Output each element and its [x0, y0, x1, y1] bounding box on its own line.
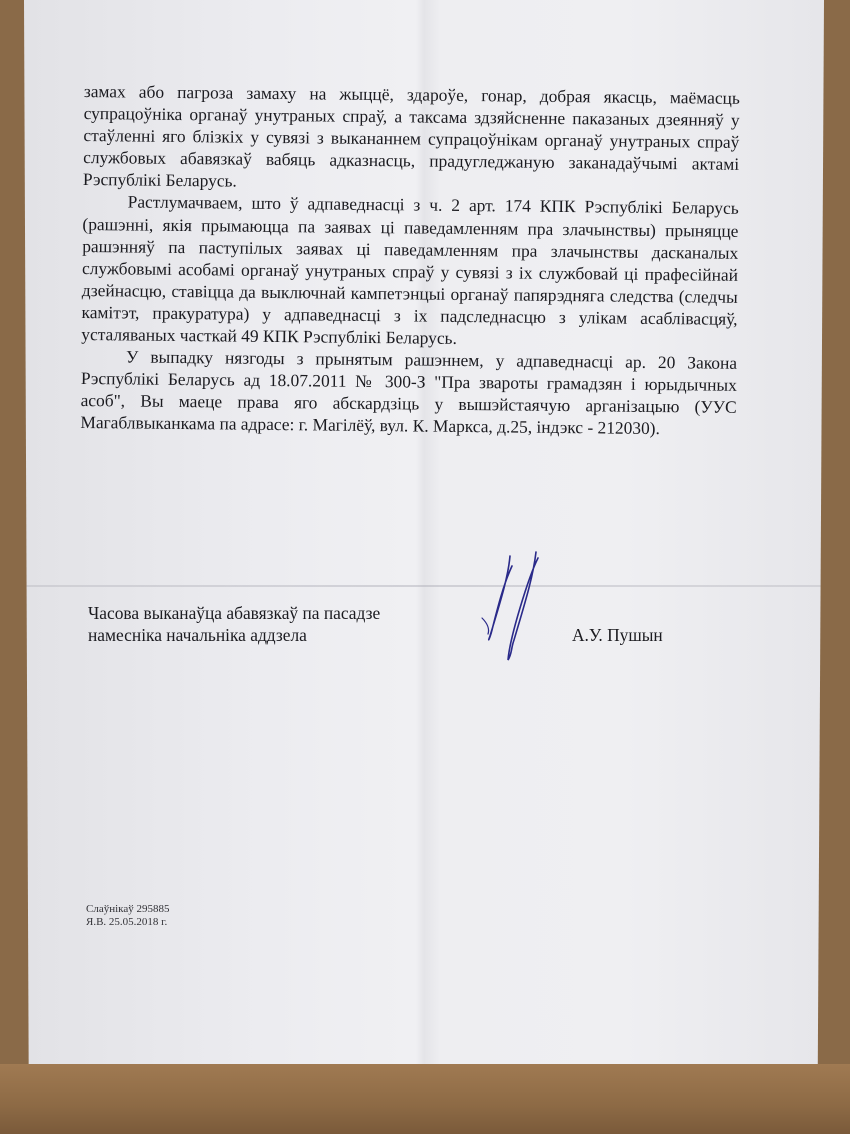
executor-date: Я.В. 25.05.2018 г. — [86, 916, 168, 928]
paragraph-appeal-rights: У выпадку нязгоды з прынятым рашэннем, у адпаведнасці ар. 20 Закона Рэспублікі Беларусь ад 18.07.2011 № 300-З "Пра звароты грамадзян і юрыдычных асоб", Вы маеце права яго абскардзіць у вышэйстаячую арганізацыю (УУС Магаблвыканкама па адрасе: г. Магілёў, вул. К. Маркса, д.25, індэкс - 212030). — [80, 346, 738, 439]
handwritten-signature — [478, 548, 548, 668]
signatory-position-line2: намесніка начальніка аддзела — [88, 625, 307, 645]
document-footer — [86, 903, 169, 929]
paragraph-explanation: Растлумачваем, што ў адпаведнасці з ч. 2 арт. 174 КПК Рэспублікі Беларусь (рашэнні, якія прымаюцца па заявах ці паведамленням пра злачынствы) прыняцце рашэнняў па паступілых заявах ці паведамленням пра злачынствы дасканалых службовымі асобамі органаў унутраных спраў у сувязі з іх службовай ці прафесійнай дзейнасцю, ставіцца да выключнай кампетэнцыі органаў папярэдняга следства (следчы камітэт, пракуратура) у адпаведнасці з іх падследнасцю з улікам асаблівасцяў, усталяваных часткай 49 КПК Рэспублікі Беларусь. — [81, 191, 739, 348]
executor-reference: Слаўнікаў 295885 — [86, 903, 170, 915]
signature-block — [88, 602, 688, 646]
paragraph-continuation: замах або пагроза замаху на жыццё, здароўе, гонар, добрая якасць, маёмасць супрацоўніка органаў унутраных спраў, а таксама здзяйсненне паказаных дзеянняў у стаўленні яго блізкіх у сувязі з выкананнем супрацоўнікам органаў унутраных спраў службовых абавязкаў вабяць адказнасць, прадугледжаную заканадаўчымі актамі Рэспублікі Беларусь. — [82, 80, 740, 191]
signatory-position-line1: Часова выканаўца абавязкаў па пасадзе — [88, 603, 381, 623]
paper-fold-line — [24, 585, 824, 587]
letter-body — [80, 80, 740, 440]
signatory-name: А.У. Пушын — [572, 625, 663, 645]
wooden-table-surface — [0, 1064, 850, 1134]
